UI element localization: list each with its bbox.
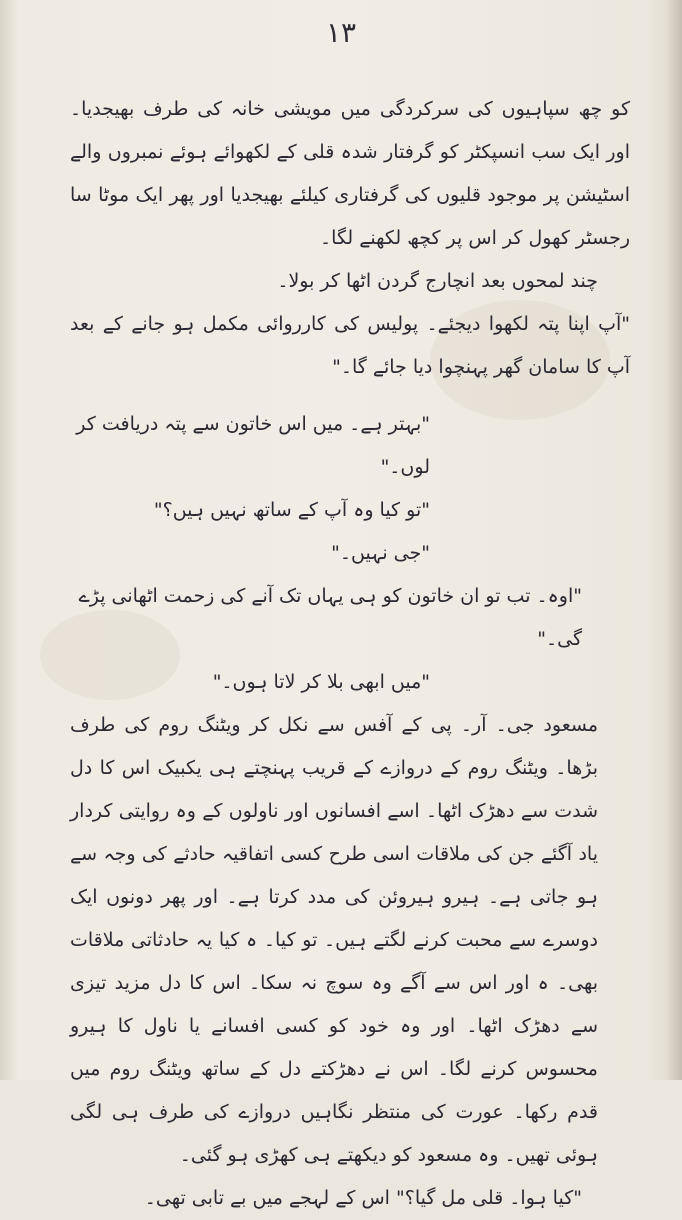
- paragraph: "کیا ہوا۔ قلی مل گیا؟" اس کے لہجے میں بے تابی تھی۔: [144, 1187, 582, 1209]
- page-edge-shadow: [666, 0, 682, 1080]
- dialogue-line: "میں ابھی بلا کر لاتا ہوں۔": [212, 671, 430, 693]
- paragraph: چند لمحوں بعد انچارج گردن اٹھا کر بولا۔: [277, 270, 598, 292]
- paragraph: کو چھ سپاہیوں کی سرکردگی میں مویشی خانہ کی طرف بھیجدیا۔ اور ایک سب انسپکٹر کو گرفتار شدہ قلی کے لکھوائے ہوئے نمبروں والے اسٹیشن پر موجود قلیوں کی گرفتاری کیلئے بھیجدیا اور پھر ایک موٹا سا رجسٹر کھول کر اس پر کچھ لکھنے لگا۔: [70, 98, 630, 249]
- dialogue-line: "اوہ۔ تب تو ان خاتون کو ہی یہاں تک آنے کی زحمت اٹھانی پڑے گی۔": [78, 585, 582, 650]
- paragraph: مسعود جی۔ آر۔ پی کے آفس سے نکل کر ویٹنگ روم کی طرف بڑھا۔ ویٹنگ روم کے دروازے کے قریب پہنچتے ہی یکبیک اس کا دل شدت سے دھڑک اٹھا۔ اسے افسانوں اور ناولوں کے وہ روایتی کردار یاد آگئے جن کی ملاقات اسی طرح کسی اتفاقیہ حادثے کی وجہ سے ہو جاتی ہے۔ ہیرو ہیروئن کی مدد کرتا ہے۔ اور پھر دونوں ایک دوسرے سے محبت کرنے لگتے ہیں۔ تو کیا۔ ہ کیا یہ حادثاتی ملاقات بھی۔ ہ اور اس سے آگے وہ سوچ نہ سکا۔ اس کا دل مزید تیزی سے دھڑک اٹھا۔ اور وہ خود کو کسی افسانے یا ناول کا ہیرو محسوس کرنے لگا۔ اس نے دھڑکتے دل کے ساتھ ویٹنگ روم میں قدم رکھا۔ عورت کی منتظر نگاہیں دروازے کی طرف ہی لگی ہوئی تھیں۔ وہ مسعود کو دیکھتے ہی کھڑی ہو گئی۔: [70, 714, 598, 1166]
- page-number: ١٣: [325, 16, 357, 49]
- dialogue-line: "تو کیا وہ آپ کے ساتھ نہیں ہیں؟": [153, 499, 430, 521]
- dialogue-line: "جی نہیں۔": [331, 542, 430, 564]
- page-text: [70, 88, 630, 1220]
- dialogue-line: "بہتر ہے۔ میں اس خاتون سے پتہ دریافت کر لوں۔": [76, 413, 430, 478]
- paragraph: "آپ اپنا پتہ لکھوا دیجئے۔ پولیس کی کارروائی مکمل ہو جانے کے بعد آپ کا سامان گھر پہنچوا دیا جائے گا۔": [70, 313, 630, 378]
- spacer: [70, 389, 630, 403]
